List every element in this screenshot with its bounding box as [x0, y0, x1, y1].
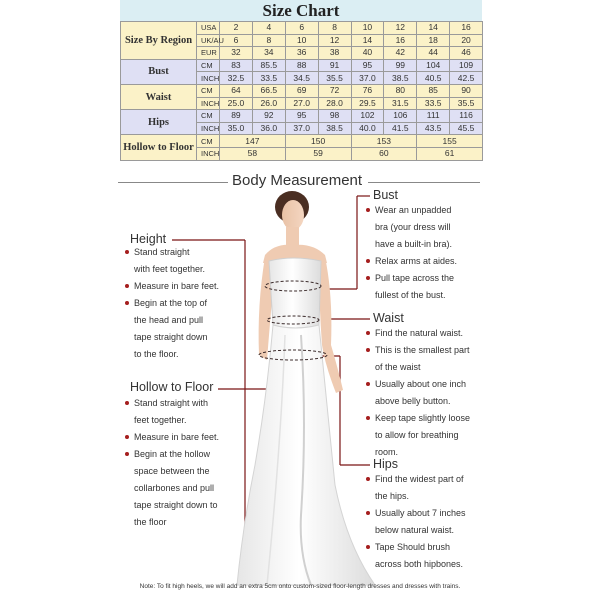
- table-cell: 147: [220, 135, 286, 148]
- dress-model-figure: [215, 185, 385, 590]
- table-cell: 26.0: [252, 97, 285, 110]
- table-cell: 155: [417, 135, 483, 148]
- table-cell: 40.0: [351, 122, 384, 135]
- table-cell: 116: [450, 110, 483, 123]
- table-cell: INCH: [197, 147, 220, 160]
- table-cell: 95: [285, 110, 318, 123]
- table-cell: 38: [318, 47, 351, 60]
- table-cell: 106: [384, 110, 417, 123]
- table-cell: 150: [285, 135, 351, 148]
- table-cell: 14: [351, 34, 384, 47]
- table-row: [121, 22, 483, 35]
- footnote: Note: To fit high heels, we will add an extra 5cm onto custom-sized floor-length dresses and dresses with trains.: [139, 583, 461, 590]
- table-cell: 90: [450, 84, 483, 97]
- table-cell: 104: [417, 59, 450, 72]
- bullet-item: Usually about 7 inches: [366, 505, 466, 522]
- hollow-to-floor-instructions: [125, 395, 219, 531]
- table-cell: 111: [417, 110, 450, 123]
- bullet-item-continued: the floor: [134, 517, 167, 527]
- table-cell: 32: [220, 47, 253, 60]
- table-cell: 40: [351, 47, 384, 60]
- table-cell: 92: [252, 110, 285, 123]
- table-cell: 91: [318, 59, 351, 72]
- table-cell: 32.5: [220, 72, 253, 85]
- table-cell: 14: [417, 22, 450, 35]
- table-cell: 98: [318, 110, 351, 123]
- table-cell: 6: [220, 34, 253, 47]
- table-cell: 8: [252, 34, 285, 47]
- table-cell: 60: [351, 147, 417, 160]
- bullet-item: Stand straight: [125, 244, 219, 261]
- header-divider-right: [368, 182, 480, 183]
- table-cell: 33.5: [252, 72, 285, 85]
- table-cell: 28.0: [318, 97, 351, 110]
- table-cell: 37.0: [285, 122, 318, 135]
- bullet-item: Measure in bare feet.: [125, 429, 219, 446]
- table-cell: 61: [417, 147, 483, 160]
- bullet-item: Begin at the top of: [125, 295, 219, 312]
- table-cell: CM: [197, 59, 220, 72]
- table-cell: 153: [351, 135, 417, 148]
- table-cell: INCH: [197, 97, 220, 110]
- bullet-item: Stand straight with: [125, 395, 219, 412]
- table-cell: 8: [318, 22, 351, 35]
- bullet-item-continued: have a built-in bra).: [375, 239, 453, 249]
- bullet-item-continued: feet together.: [134, 415, 187, 425]
- bullet-item-continued: room.: [375, 447, 399, 457]
- table-cell: 109: [450, 59, 483, 72]
- table-cell: 4: [252, 22, 285, 35]
- table-cell: 46: [450, 47, 483, 60]
- bullet-item: This is the smallest part: [366, 342, 470, 359]
- bullet-item: Usually about one inch: [366, 376, 470, 393]
- table-cell: 33.5: [417, 97, 450, 110]
- bullet-item: Begin at the hollow: [125, 446, 219, 463]
- table-cell: 2: [220, 22, 253, 35]
- bullet-item: Keep tape slightly loose: [366, 410, 470, 427]
- height-title: Height: [130, 232, 167, 246]
- bullet-item-continued: the head and pull: [134, 315, 204, 325]
- table-cell: USA: [197, 22, 220, 35]
- table-cell: 36: [285, 47, 318, 60]
- table-cell: INCH: [197, 122, 220, 135]
- table-cell: 69: [285, 84, 318, 97]
- bullet-item: Find the natural waist.: [366, 325, 470, 342]
- hips-title: Hips: [373, 457, 399, 471]
- table-row: [121, 110, 483, 123]
- table-row: [121, 59, 483, 72]
- table-cell: 10: [351, 22, 384, 35]
- table-cell: CM: [197, 135, 220, 148]
- table-cell: 44: [417, 47, 450, 60]
- bullet-item: Measure in bare feet.: [125, 278, 219, 295]
- body-measurement-title: Body Measurement: [232, 172, 363, 189]
- table-cell: 42.5: [450, 72, 483, 85]
- table-cell: 83: [220, 59, 253, 72]
- bullet-item-continued: tape straight down: [134, 332, 208, 342]
- table-cell: 36.0: [252, 122, 285, 135]
- bullet-item-continued: with feet together.: [134, 264, 206, 274]
- table-cell: 25.0: [220, 97, 253, 110]
- hollow-to-floor-row-label: Hollow to Floor: [121, 135, 197, 160]
- bullet-item-continued: of the waist: [375, 362, 421, 372]
- hollow-to-floor-title: Hollow to Floor: [130, 380, 214, 394]
- table-cell: 27.0: [285, 97, 318, 110]
- table-cell: 80: [384, 84, 417, 97]
- table-cell: 43.5: [417, 122, 450, 135]
- table-cell: 64: [220, 84, 253, 97]
- table-cell: 88: [285, 59, 318, 72]
- bullet-item-continued: bra (your dress will: [375, 222, 451, 232]
- table-cell: 66.5: [252, 84, 285, 97]
- bullet-item: Relax arms at aides.: [366, 253, 457, 270]
- bullet-item-continued: above belly button.: [375, 396, 451, 406]
- table-cell: 16: [384, 34, 417, 47]
- table-cell: 38.5: [384, 72, 417, 85]
- size-by-region-label: Size By Region: [121, 22, 197, 60]
- bust-title: Bust: [373, 188, 399, 202]
- bullet-item-continued: space between the: [134, 466, 210, 476]
- table-cell: 34.5: [285, 72, 318, 85]
- table-cell: 85.5: [252, 59, 285, 72]
- table-row: [121, 135, 483, 148]
- table-cell: CM: [197, 84, 220, 97]
- table-cell: 89: [220, 110, 253, 123]
- table-cell: 20: [450, 34, 483, 47]
- table-cell: 35.0: [220, 122, 253, 135]
- table-cell: 18: [417, 34, 450, 47]
- table-cell: 85: [417, 84, 450, 97]
- table-cell: EUR: [197, 47, 220, 60]
- table-cell: 31.5: [384, 97, 417, 110]
- bullet-item: Find the widest part of: [366, 471, 466, 488]
- table-cell: 45.5: [450, 122, 483, 135]
- table-cell: 35.5: [318, 72, 351, 85]
- size-chart-table: [120, 21, 483, 161]
- table-cell: 29.5: [351, 97, 384, 110]
- bullet-item-continued: collarbones and pull: [134, 483, 215, 493]
- table-cell: 41.5: [384, 122, 417, 135]
- bullet-item: Pull tape across the: [366, 270, 457, 287]
- table-cell: 12: [318, 34, 351, 47]
- table-row: [121, 84, 483, 97]
- table-cell: 12: [384, 22, 417, 35]
- bullet-item-continued: tape straight down to: [134, 500, 218, 510]
- table-cell: 76: [351, 84, 384, 97]
- header-divider-left: [118, 182, 228, 183]
- table-cell: 10: [285, 34, 318, 47]
- bullet-item-continued: below natural waist.: [375, 525, 455, 535]
- table-cell: 16: [450, 22, 483, 35]
- table-cell: 95: [351, 59, 384, 72]
- table-cell: 42: [384, 47, 417, 60]
- bullet-item: Tape Should brush: [366, 539, 466, 556]
- table-cell: CM: [197, 110, 220, 123]
- table-cell: 102: [351, 110, 384, 123]
- bullet-item-continued: to the floor.: [134, 349, 179, 359]
- bullet-item-continued: to allow for breathing: [375, 430, 459, 440]
- table-cell: 99: [384, 59, 417, 72]
- table-cell: 35.5: [450, 97, 483, 110]
- table-cell: 37.0: [351, 72, 384, 85]
- table-cell: 40.5: [417, 72, 450, 85]
- bullet-item-continued: fullest of the bust.: [375, 290, 446, 300]
- table-cell: UK/AU: [197, 34, 220, 47]
- waist-title: Waist: [373, 311, 404, 325]
- table-cell: 72: [318, 84, 351, 97]
- size-chart-title: Size Chart: [120, 0, 482, 21]
- table-cell: INCH: [197, 72, 220, 85]
- bust-row-label: Bust: [121, 59, 197, 84]
- height-instructions: [125, 244, 219, 363]
- hips-row-label: Hips: [121, 110, 197, 135]
- bullet-item-continued: across both hipbones.: [375, 559, 464, 569]
- bullet-item-continued: the hips.: [375, 491, 410, 501]
- table-cell: 38.5: [318, 122, 351, 135]
- table-cell: 6: [285, 22, 318, 35]
- waist-row-label: Waist: [121, 84, 197, 109]
- table-cell: 58: [220, 147, 286, 160]
- table-cell: 34: [252, 47, 285, 60]
- bullet-item: Wear an unpadded: [366, 202, 457, 219]
- table-cell: 59: [285, 147, 351, 160]
